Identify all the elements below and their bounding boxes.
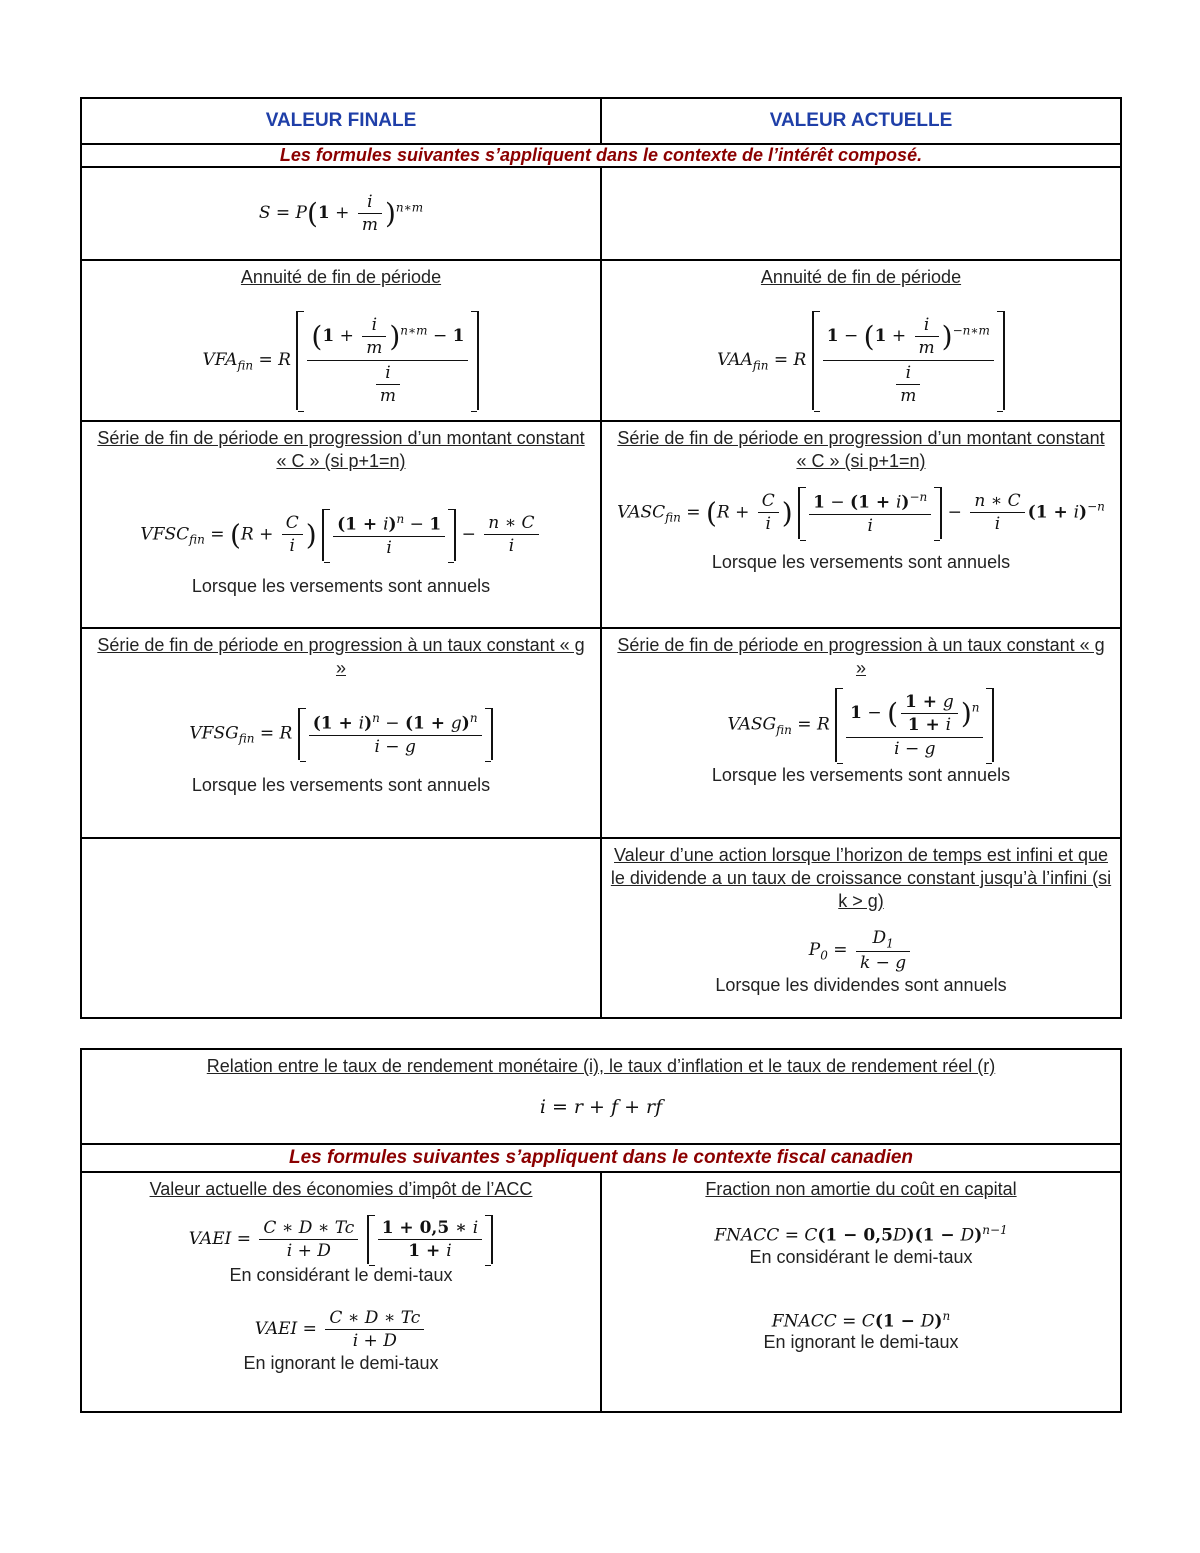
formula-table-interest [80,97,1122,1019]
formula-vasc: $VASC_{fin} = (R$ + $\frac{C}{i}$ ) $\frac{1 - (1 + i)^{-n}}{i}$ − $\frac{n ∗ C}{i}$ $(1 + i)^{-n}$ [610,487,1112,539]
cell-action-value [601,838,1121,1018]
cell-fnacc [601,1172,1121,1412]
vaei-note-half: En considérant le demi-taux [229,1265,453,1285]
series-c-final-title: Série de fin de période en progression d’un montant constant « C » (si p+1=n) [97,428,585,471]
series-c-final-note: Lorsque les versements sont annuels [191,575,491,596]
annuity-final-title: Annuité de fin de période [240,267,442,287]
cell-vaei [81,1172,601,1412]
vaei-note-ignore: En ignorant le demi-taux [243,1353,439,1373]
cell-relation [81,1049,1121,1144]
series-c-actual-note: Lorsque les versements sont annuels [711,551,1011,572]
formula-fnacc: FNACC = $C(1 - D)^n$ [771,1308,951,1332]
relation-title: Relation entre le taux de rendement monétaire (i), le taux d’inflation et le taux de rendement réel (r) [206,1056,996,1076]
action-value-note: Lorsque les dividendes sont annuels [715,975,1007,996]
relation-formula: i = r + f + rf [539,1096,663,1118]
context-interet-compose: Les formules suivantes s’appliquent dans le contexte de l’intérêt composé. [81,144,1121,167]
fnacc-note-half: En considérant le demi-taux [749,1246,973,1267]
formula-vfa: $VFA_{fin} = R$ (1 + $\frac{i}{m}$ )$^{n∗m}$ − 1 $\frac{i}{m}$ [90,311,592,410]
cell-series-c-final [81,421,601,628]
header-valeur-actuelle: VALEUR ACTUELLE [601,98,1121,144]
series-g-final-note: Lorsque les versements sont annuels [191,774,491,795]
action-value-title: Valeur d’une action lorsque l’horizon de temps est infini et que le dividende a un taux de croissance constant jusqu’à l’infini (si k > g) [610,845,1112,911]
empty-cell [601,167,1121,260]
empty-cell-2 [81,838,601,1018]
cell-series-g-actual [601,628,1121,838]
context-fiscal-canadien: Les formules suivantes s’appliquent dans le contexte fiscal canadien [81,1144,1121,1172]
formula-fnacc-half: FNACC = $C(1 - 0,5D)(1 - D)^{n-1}$ [714,1223,1008,1246]
formula-vaei: VAEI = $\frac{C ∗ D ∗ Tc}{i + D}$ [90,1307,592,1352]
formula-vfsg: $VFSG_{fin} = R$ $\frac{(1 + i)^n - (1 + g)^n}{i - g}$ [90,708,592,760]
formula-vaei-half: VAEI = $\frac{C ∗ D ∗ Tc}{i + D}$ $\frac{1 + 0,5 ∗ i}{1 + i}$ [90,1215,592,1264]
cell-annuity-final [81,260,601,421]
header-valeur-finale: VALEUR FINALE [81,98,601,144]
cell-annuity-actual [601,260,1121,421]
formula-vaa: $VAA_{fin} = R$ 1 − (1 + $\frac{i}{m}$ )$^{-n∗m}$ $\frac{i}{m}$ [610,311,1112,410]
series-g-actual-title: Série de fin de période en progression à un taux constant « g » [617,635,1105,678]
cell-series-c-actual [601,421,1121,628]
series-g-actual-note: Lorsque les versements sont annuels [711,765,1011,785]
fnacc-note-ignore: En ignorant le demi-taux [763,1332,959,1353]
formula-vasg: $VASG_{fin} = R$ 1 − ( $\frac{1 + g}{1 + i}$ )$^n$ i − g [610,688,1112,762]
series-c-actual-title: Série de fin de période en progression d’un montant constant « C » (si p+1=n) [617,428,1105,471]
cell-series-g-final [81,628,601,838]
fnacc-title: Fraction non amortie du coût en capital [705,1179,1017,1199]
vaei-title: Valeur actuelle des économies d’impôt de l’ACC [149,1179,533,1199]
formula-vfsc: $VFSC_{fin} = (R$ + $\frac{C}{i}$ ) $\frac{(1 + i)^n - 1}{i}$ − $\frac{n ∗ C}{i}$ [90,509,592,561]
formula-compound-value: S = P(1 + $\frac{i}{m}$ )$^{n∗m}$ [81,167,601,260]
formula-p0: $P_0$ = $\frac{D_1}{k - g}$ [610,927,1112,974]
annuity-actual-title: Annuité de fin de période [760,267,962,287]
formula-table-fiscal [80,1048,1122,1413]
series-g-final-title: Série de fin de période en progression à un taux constant « g » [97,635,585,678]
